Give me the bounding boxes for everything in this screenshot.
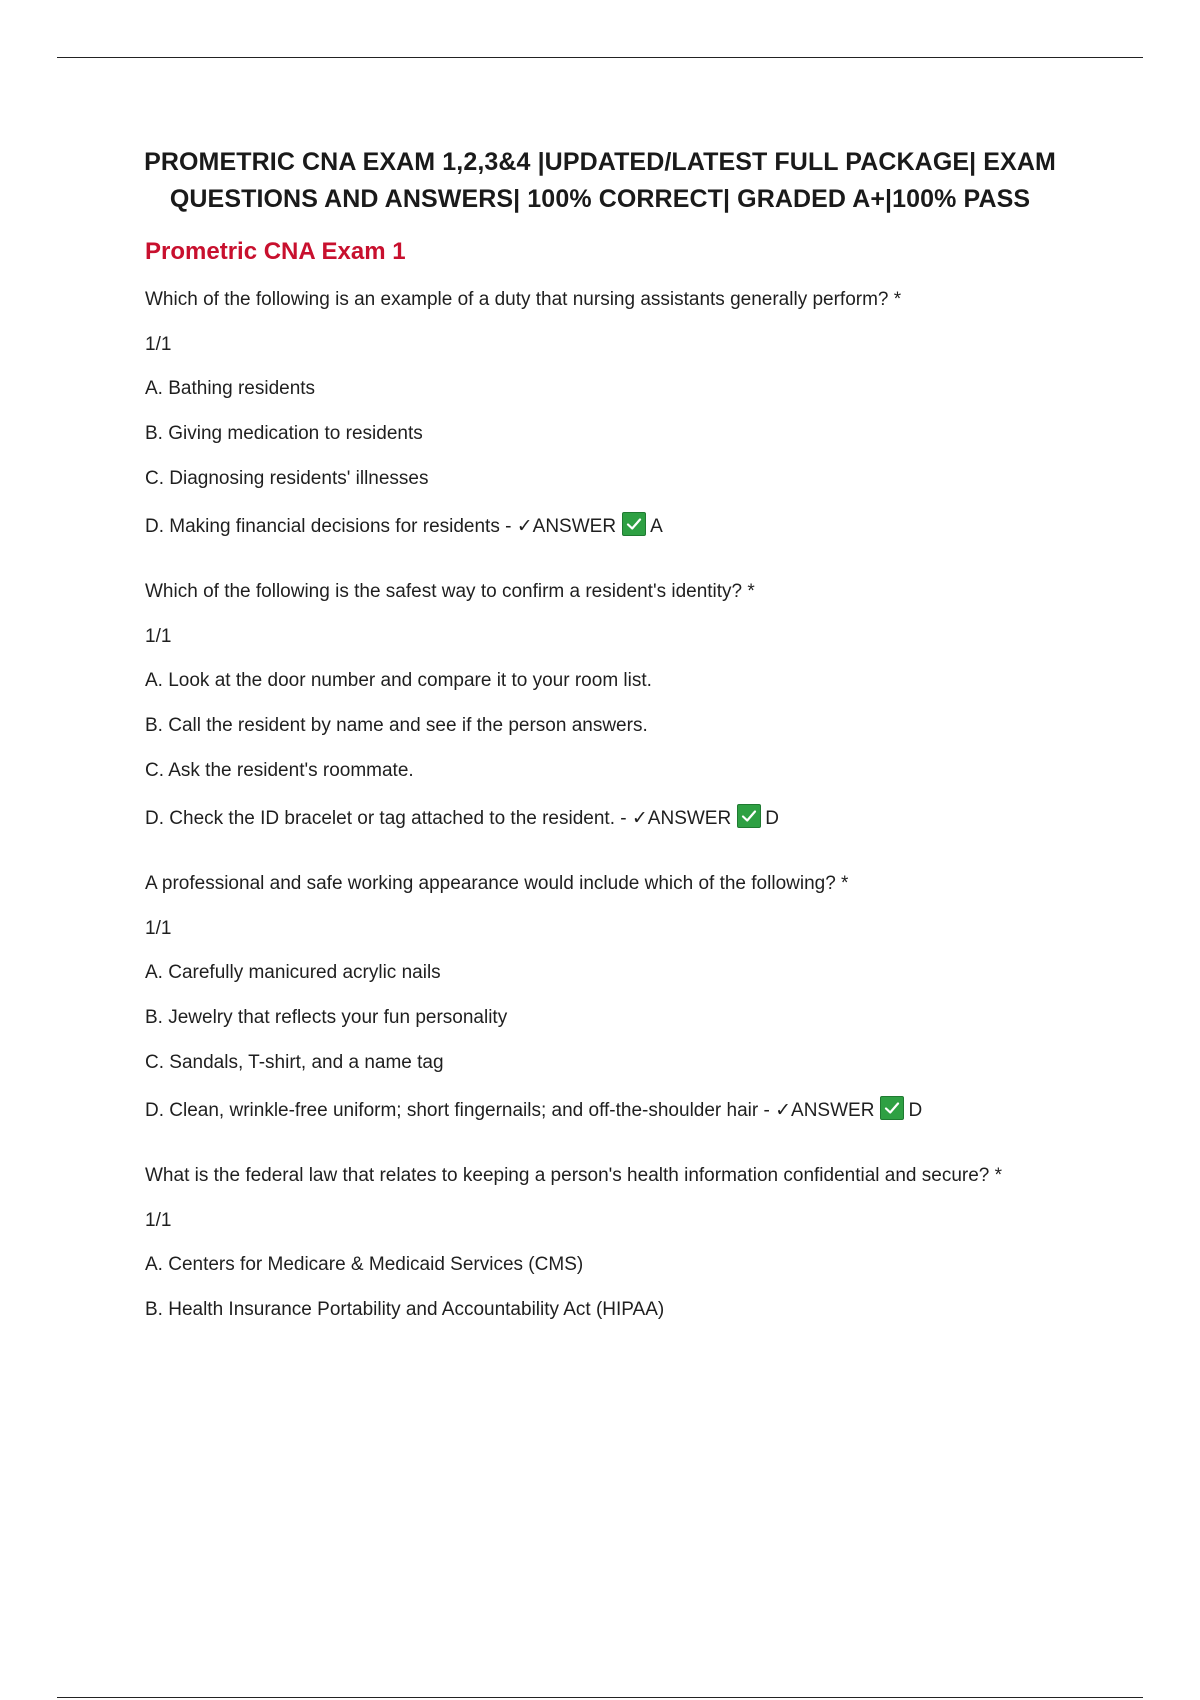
document-title: [140, 144, 1060, 218]
option-text: A. Look at the door number and compare it to your room list.: [145, 670, 652, 691]
answer-option: [145, 804, 1145, 828]
checkmark-icon: ✓: [516, 515, 533, 537]
option-text: C. Sandals, T-shirt, and a name tag: [145, 1052, 444, 1073]
question-text: What is the federal law that relates to keeping a person's health information confidential and secure? *: [145, 1165, 1003, 1186]
option-text: C. Diagnosing residents' illnesses: [145, 468, 429, 489]
top-divider: [57, 57, 1143, 58]
option-text: D. Clean, wrinkle-free uniform; short fingernails; and off-the-shoulder hair: [145, 1100, 759, 1121]
answer-prefix: -: [499, 516, 517, 537]
answer-marker: [615, 808, 779, 829]
answer-letter: D: [908, 1100, 923, 1121]
answer-label: ANSWER: [791, 1100, 875, 1121]
answer-letter: A: [650, 516, 663, 537]
answer-marker: [758, 1100, 922, 1121]
check-box-icon: [737, 804, 761, 828]
answer-option: [145, 714, 1145, 738]
answer-prefix: -: [758, 1100, 776, 1121]
question-score: 1/1: [145, 918, 172, 939]
option-text: A. Bathing residents: [145, 378, 316, 399]
answer-option: [145, 1298, 1145, 1322]
answer-option: [145, 512, 1145, 536]
answer-option: [145, 1096, 1145, 1120]
question-block: [145, 288, 1145, 536]
option-text: B. Jewelry that reflects your fun personality: [145, 1007, 508, 1028]
answer-option: [145, 422, 1145, 446]
answer-letter: D: [765, 808, 779, 829]
check-box-icon: [622, 512, 646, 536]
option-text: C. Ask the resident's roommate.: [145, 760, 414, 781]
answer-option: [145, 1006, 1145, 1030]
option-text: D. Making financial decisions for residents: [145, 516, 500, 537]
questions-list: [145, 288, 1145, 1366]
option-text: B. Giving medication to residents: [145, 423, 423, 444]
bottom-divider: [57, 1697, 1143, 1698]
question-block: [145, 580, 1145, 828]
answer-label: ANSWER: [532, 516, 617, 537]
answer-option: [145, 1253, 1145, 1277]
question-score: 1/1: [145, 1210, 172, 1231]
section-title: Prometric CNA Exam 1: [145, 238, 406, 265]
answer-prefix: -: [614, 808, 632, 829]
question-text: A professional and safe working appearance would include which of the following? *: [145, 873, 849, 894]
option-text: A. Carefully manicured acrylic nails: [145, 962, 441, 983]
question-text: Which of the following is the safest way to confirm a resident's identity? *: [145, 581, 755, 602]
answer-option: [145, 377, 1145, 401]
checkmark-icon: ✓: [775, 1099, 792, 1121]
question-score: 1/1: [145, 626, 172, 647]
checkmark-icon: ✓: [631, 807, 648, 829]
answer-label: ANSWER: [647, 808, 732, 829]
answer-option: [145, 961, 1145, 985]
answer-option: [145, 759, 1145, 783]
answer-marker: [500, 516, 663, 537]
title-line-1: PROMETRIC CNA EXAM 1,2,3&4 |UPDATED/LATEST FULL PACKAGE| EXAM: [144, 148, 1056, 176]
answer-option: [145, 1051, 1145, 1075]
option-text: D. Check the ID bracelet or tag attached to the resident.: [145, 808, 615, 829]
question-text: Which of the following is an example of a duty that nursing assistants generally perform? *: [145, 289, 902, 310]
option-text: B. Call the resident by name and see if the person answers.: [145, 715, 648, 736]
question-block: [145, 872, 1145, 1120]
option-text: B. Health Insurance Portability and Accountability Act (HIPAA): [145, 1299, 665, 1320]
answer-option: [145, 669, 1145, 693]
answer-option: [145, 467, 1145, 491]
question-block: [145, 1164, 1145, 1322]
title-line-2: QUESTIONS AND ANSWERS| 100% CORRECT| GRADED A+|100% PASS: [169, 185, 1031, 213]
check-box-icon: [880, 1096, 904, 1120]
question-score: 1/1: [145, 334, 172, 355]
option-text: A. Centers for Medicare & Medicaid Services (CMS): [145, 1254, 584, 1275]
